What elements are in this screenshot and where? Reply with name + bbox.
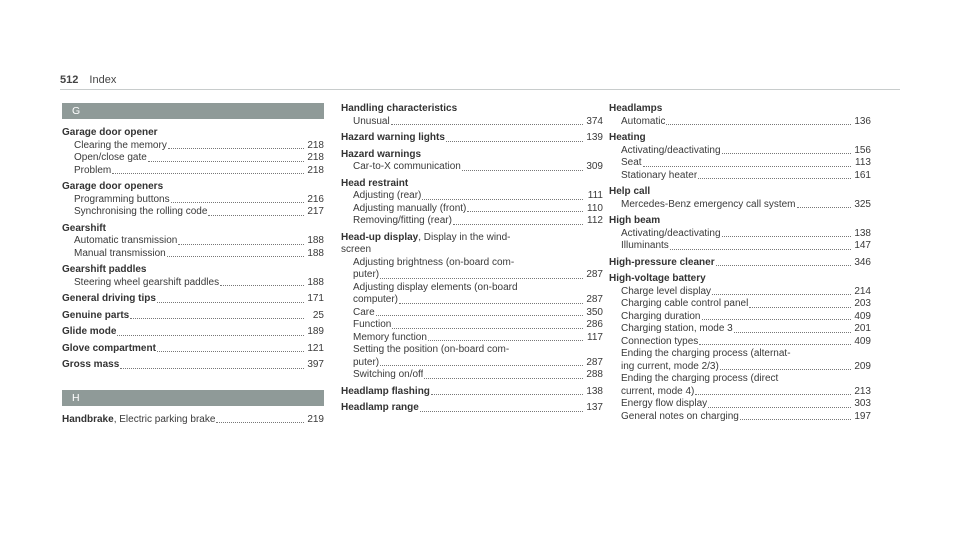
- entry-text: [62, 359, 119, 372]
- page-ref: 217: [307, 206, 324, 217]
- entry-heading: Head-up display: [341, 231, 419, 243]
- entry-text: [341, 386, 430, 399]
- entry-heading: Help call: [609, 186, 651, 197]
- entry-text: Charging cable control panel: [621, 298, 749, 309]
- page-ref: 112: [587, 215, 603, 226]
- entry-heading-line: [341, 178, 603, 191]
- sub-entry-row: [609, 361, 871, 374]
- entry-text: current, mode 4): [621, 385, 695, 397]
- page-ref: 188: [307, 247, 324, 259]
- dot-leader: [722, 236, 851, 237]
- entry-suffix: , Display in the wind-: [418, 231, 511, 243]
- sub-entry-row: [62, 194, 324, 207]
- page-ref: 218: [307, 164, 324, 176]
- dot-leader: [431, 394, 583, 395]
- page-ref: 137: [586, 402, 603, 413]
- entry-text: Activating/deactivating: [621, 227, 721, 239]
- entry-row: [341, 132, 603, 145]
- entry-heading: Genuine parts: [62, 309, 130, 321]
- sub-entry-row: [341, 319, 603, 332]
- entry-text: [609, 257, 715, 270]
- sub-entry-line: Adjusting display elements (on-board: [353, 281, 518, 293]
- sub-entry-row: [341, 294, 603, 307]
- entry-text: Seat: [621, 157, 642, 168]
- page-ref: 161: [854, 169, 871, 181]
- page-ref: 287: [586, 294, 603, 305]
- sub-entry-row: [609, 323, 871, 336]
- dot-leader: [712, 294, 851, 295]
- entry-text: [62, 414, 215, 427]
- page-ref: 218: [307, 139, 324, 151]
- sub-entry-row: [62, 140, 324, 153]
- entry-text: Illuminants: [621, 240, 669, 251]
- index-entry: [62, 343, 324, 356]
- sub-entry-row: [341, 369, 603, 382]
- entry-heading: Glove compartment: [62, 342, 156, 354]
- index-entry: [341, 132, 603, 145]
- page-ref: 218: [307, 152, 324, 163]
- entry-text: Function: [353, 319, 392, 330]
- index-entry: [609, 215, 871, 253]
- entry-text: Steering wheel gearshift paddles: [74, 276, 220, 288]
- header-rule: [60, 89, 900, 90]
- section-gap: [62, 376, 324, 390]
- page-ref: 325: [854, 198, 871, 210]
- index-entry: [341, 178, 603, 228]
- entry-text: Removing/fitting (rear): [353, 215, 452, 226]
- entry-heading-line: [609, 132, 871, 145]
- page-ref: 139: [586, 132, 603, 143]
- page-ref: 409: [854, 335, 871, 347]
- dot-leader: [380, 365, 583, 366]
- entry-heading: High-voltage battery: [609, 273, 706, 284]
- entry-heading-line: [62, 127, 324, 140]
- page-ref: 156: [854, 144, 871, 156]
- page-ref: 409: [854, 310, 871, 322]
- entry-text: puter): [353, 356, 380, 368]
- index-entry: [609, 257, 871, 270]
- sub-entry-row: [341, 161, 603, 174]
- index-column-3: [609, 103, 871, 427]
- dot-leader: [120, 368, 304, 369]
- sub-entry-row: [62, 277, 324, 290]
- sub-entry-row: [609, 116, 871, 129]
- page-ref: 219: [307, 413, 324, 425]
- entry-text: Adjusting manually (front): [353, 202, 467, 214]
- sub-entry-line: Setting the position (on-board com-: [353, 344, 510, 355]
- index-entry: [62, 310, 324, 323]
- dot-leader: [399, 303, 583, 304]
- dot-leader: [117, 335, 304, 336]
- dot-leader: [666, 124, 851, 125]
- entry-row: [609, 257, 871, 270]
- sub-entry-row: [62, 165, 324, 178]
- dot-leader: [734, 332, 851, 333]
- index-entry: [62, 326, 324, 339]
- entry-heading-line: [609, 103, 871, 116]
- entry-heading-line: [62, 223, 324, 236]
- dot-leader: [392, 328, 583, 329]
- entry-heading: Headlamps: [609, 103, 663, 114]
- sub-entry-row: [341, 215, 603, 228]
- dot-leader: [699, 344, 851, 345]
- entry-heading: High-pressure cleaner: [609, 256, 715, 268]
- index-entry: [62, 127, 324, 177]
- index-entry: [341, 103, 603, 128]
- dot-leader: [420, 411, 583, 412]
- entry-text: Care: [353, 306, 375, 318]
- page-ref: 287: [586, 356, 603, 368]
- sub-entry-row: [609, 398, 871, 411]
- page-ref: 303: [854, 398, 871, 409]
- entry-text: Automatic transmission: [74, 235, 178, 246]
- entry-heading: High beam: [609, 215, 661, 226]
- index-entry: [62, 359, 324, 372]
- dot-leader: [171, 202, 304, 203]
- entry-heading-line: [341, 103, 603, 116]
- sub-entry-row: [609, 199, 871, 212]
- dot-leader: [462, 170, 583, 171]
- dot-leader: [178, 244, 304, 245]
- page-ref: 209: [854, 360, 871, 372]
- entry-text: Stationary heater: [621, 169, 698, 181]
- dot-leader: [168, 148, 304, 149]
- entry-heading-line: [341, 149, 603, 162]
- sub-entry-row: [609, 170, 871, 183]
- section-letter-bar: H: [62, 390, 324, 406]
- entry-heading-line: [341, 232, 603, 245]
- dot-leader: [453, 224, 583, 225]
- entry-heading: Head restraint: [341, 177, 409, 189]
- entry-text: Memory function: [353, 331, 427, 343]
- index-entry: [609, 132, 871, 182]
- page-ref: 147: [854, 240, 871, 251]
- entry-text: Charging station, mode 3: [621, 323, 733, 334]
- sub-entry-row: [341, 357, 603, 370]
- page-ref: 346: [854, 256, 871, 268]
- dot-leader: [220, 285, 304, 286]
- dot-leader: [446, 141, 583, 142]
- sub-entry-row: [341, 269, 603, 282]
- page-ref: 188: [307, 276, 324, 288]
- page-ref: 350: [586, 306, 603, 318]
- page-ref: 189: [307, 326, 324, 337]
- entry-text: Open/close gate: [74, 152, 147, 163]
- dot-leader: [740, 419, 851, 420]
- page-ref: 25: [312, 309, 324, 321]
- entry-text: [341, 132, 445, 145]
- page-ref: 138: [854, 227, 871, 239]
- dot-leader: [157, 302, 304, 303]
- index-entry: [62, 264, 324, 289]
- entry-text: Connection types: [621, 335, 699, 347]
- page-ref: 117: [587, 331, 603, 343]
- entry-row: [62, 414, 324, 427]
- dot-leader: [643, 166, 851, 167]
- entry-heading: Glide mode: [62, 326, 117, 337]
- sub-entry-row: [609, 228, 871, 241]
- page-ref: 171: [307, 293, 324, 304]
- dot-leader: [702, 319, 852, 320]
- entry-heading: Headlamp flashing: [341, 385, 430, 397]
- entry-row: [62, 359, 324, 372]
- index-entry: [609, 103, 871, 128]
- index-entry: [62, 293, 324, 306]
- entry-heading: Hazard warnings: [341, 148, 422, 160]
- entry-text: [62, 326, 116, 339]
- entry-text: Adjusting (rear): [353, 190, 422, 201]
- sub-entry-row: [609, 157, 871, 170]
- entry-text: Activating/deactivating: [621, 144, 721, 156]
- dot-leader: [797, 207, 851, 208]
- sub-entry-row: [609, 286, 871, 299]
- page-ref: 214: [854, 285, 871, 297]
- sub-entry-row: [609, 386, 871, 399]
- entry-heading-cont: screen: [341, 244, 372, 255]
- index-entry: [341, 402, 603, 415]
- dot-leader: [670, 249, 851, 250]
- dot-leader: [722, 153, 851, 154]
- entry-heading: Gearshift paddles: [62, 264, 147, 275]
- page-ref: 188: [307, 235, 324, 246]
- sub-entry-line: Adjusting brightness (on-board com-: [353, 256, 515, 268]
- page-number: 512: [60, 74, 79, 86]
- entry-heading: General driving tips: [62, 293, 156, 304]
- entry-text: Energy flow display: [621, 398, 708, 409]
- entry-heading-line: [609, 215, 871, 228]
- entry-heading: Headlamp range: [341, 402, 419, 413]
- index-entry: [341, 232, 603, 382]
- entry-text: Unusual: [353, 115, 390, 127]
- dot-leader: [148, 161, 304, 162]
- index-entry: [341, 386, 603, 399]
- entry-row: [62, 326, 324, 339]
- sub-entry-row: [341, 307, 603, 320]
- dot-leader: [208, 215, 304, 216]
- entry-text: Car-to-X communication: [353, 161, 461, 172]
- entry-heading: Gross mass: [62, 359, 120, 370]
- entry-text: Problem: [74, 164, 112, 176]
- sub-entry-row: [609, 336, 871, 349]
- dot-leader: [376, 315, 583, 316]
- entry-suffix: , Electric parking brake: [113, 413, 216, 425]
- entry-text: puter): [353, 269, 380, 280]
- dot-leader: [467, 211, 583, 212]
- sub-entry-row: [609, 411, 871, 424]
- index-column-1: [62, 103, 324, 430]
- sub-entry-row: [341, 332, 603, 345]
- dot-leader: [112, 173, 304, 174]
- entry-text: [341, 402, 419, 415]
- section-letter-bar: G: [62, 103, 324, 119]
- page-ref: 138: [586, 385, 603, 397]
- entry-text: Mercedes-Benz emergency call system: [621, 198, 796, 210]
- entry-text: computer): [353, 294, 399, 305]
- index-entry: [341, 149, 603, 174]
- entry-text: General notes on charging: [621, 410, 739, 422]
- page-ref: 287: [586, 269, 603, 280]
- dot-leader: [428, 340, 583, 341]
- index-entry: [62, 181, 324, 219]
- entry-heading: Garage door opener: [62, 127, 158, 138]
- dot-leader: [216, 422, 304, 423]
- entry-heading: Handling characteristics: [341, 103, 458, 114]
- sub-entry-row: [609, 311, 871, 324]
- page-ref: 288: [586, 369, 603, 380]
- dot-leader: [422, 199, 583, 200]
- sub-entry-line: Ending the charging process (direct: [621, 373, 779, 384]
- sub-entry-row: [609, 145, 871, 158]
- entry-heading-line: [609, 186, 871, 199]
- entry-text: Charge level display: [621, 285, 712, 297]
- dot-leader: [695, 394, 851, 395]
- entry-text: Synchronising the rolling code: [74, 206, 208, 217]
- entry-row: [341, 386, 603, 399]
- dot-leader: [391, 124, 583, 125]
- index-entry: [609, 273, 871, 423]
- index-entry: [62, 414, 324, 427]
- page-header: [60, 74, 116, 86]
- sub-entry-row: [341, 190, 603, 203]
- page-title: Index: [89, 74, 117, 86]
- entry-heading-line: [62, 181, 324, 194]
- page-ref: 216: [307, 193, 324, 205]
- dot-leader: [167, 256, 304, 257]
- sub-entry-row: [609, 298, 871, 311]
- sub-entry-row: [62, 248, 324, 261]
- entry-row: [341, 402, 603, 415]
- entry-text: Programming buttons: [74, 193, 170, 205]
- entry-text: [62, 343, 156, 356]
- dot-leader: [130, 318, 304, 319]
- sub-entry-row: [62, 206, 324, 219]
- page-ref: 111: [587, 190, 603, 201]
- dot-leader: [698, 178, 851, 179]
- page-ref: 113: [855, 157, 871, 168]
- entry-heading: Handbrake: [62, 413, 114, 425]
- entry-text: Clearing the memory: [74, 139, 167, 151]
- entry-heading-line: [609, 273, 871, 286]
- dot-leader: [716, 265, 851, 266]
- entry-text: [62, 310, 129, 323]
- entry-text: Automatic: [621, 115, 666, 127]
- dot-leader: [749, 307, 851, 308]
- page-ref: 197: [854, 410, 871, 422]
- entry-text: ing current, mode 2/3): [621, 360, 719, 372]
- page-ref: 203: [854, 298, 871, 309]
- page-ref: 121: [307, 342, 324, 354]
- page-ref: 309: [586, 161, 603, 172]
- dot-leader: [708, 407, 851, 408]
- entry-heading-line: [62, 264, 324, 277]
- entry-row: [62, 293, 324, 306]
- entry-text: Manual transmission: [74, 247, 166, 259]
- page-ref: 286: [586, 319, 603, 330]
- page-ref: 374: [586, 115, 603, 127]
- entry-text: Charging duration: [621, 310, 701, 322]
- index-column-2: [341, 103, 603, 419]
- dot-leader: [424, 378, 583, 379]
- sub-entry-row: [609, 240, 871, 253]
- page-ref: 136: [854, 115, 871, 127]
- index-entry: [62, 223, 324, 261]
- page-ref: 213: [854, 385, 871, 397]
- entry-text: Switching on/off: [353, 369, 424, 380]
- sub-entry-line: Ending the charging process (alternat-: [621, 348, 791, 359]
- entry-heading: Hazard warning lights: [341, 132, 445, 143]
- entry-heading: Gearshift: [62, 222, 106, 234]
- page-ref: 110: [587, 202, 603, 214]
- entry-heading: Garage door openers: [62, 181, 164, 192]
- entry-heading: Heating: [609, 132, 646, 143]
- sub-entry-row: [341, 116, 603, 129]
- page-ref: 397: [307, 359, 324, 370]
- dot-leader: [157, 351, 304, 352]
- dot-leader: [720, 369, 851, 370]
- sub-entry-row: [62, 152, 324, 165]
- entry-text: [62, 293, 156, 306]
- entry-row: [62, 310, 324, 323]
- sub-entry-row: [62, 235, 324, 248]
- entry-row: [62, 343, 324, 356]
- index-entry: [609, 186, 871, 211]
- page-ref: 201: [854, 323, 871, 334]
- dot-leader: [380, 278, 583, 279]
- sub-entry-row: [341, 203, 603, 216]
